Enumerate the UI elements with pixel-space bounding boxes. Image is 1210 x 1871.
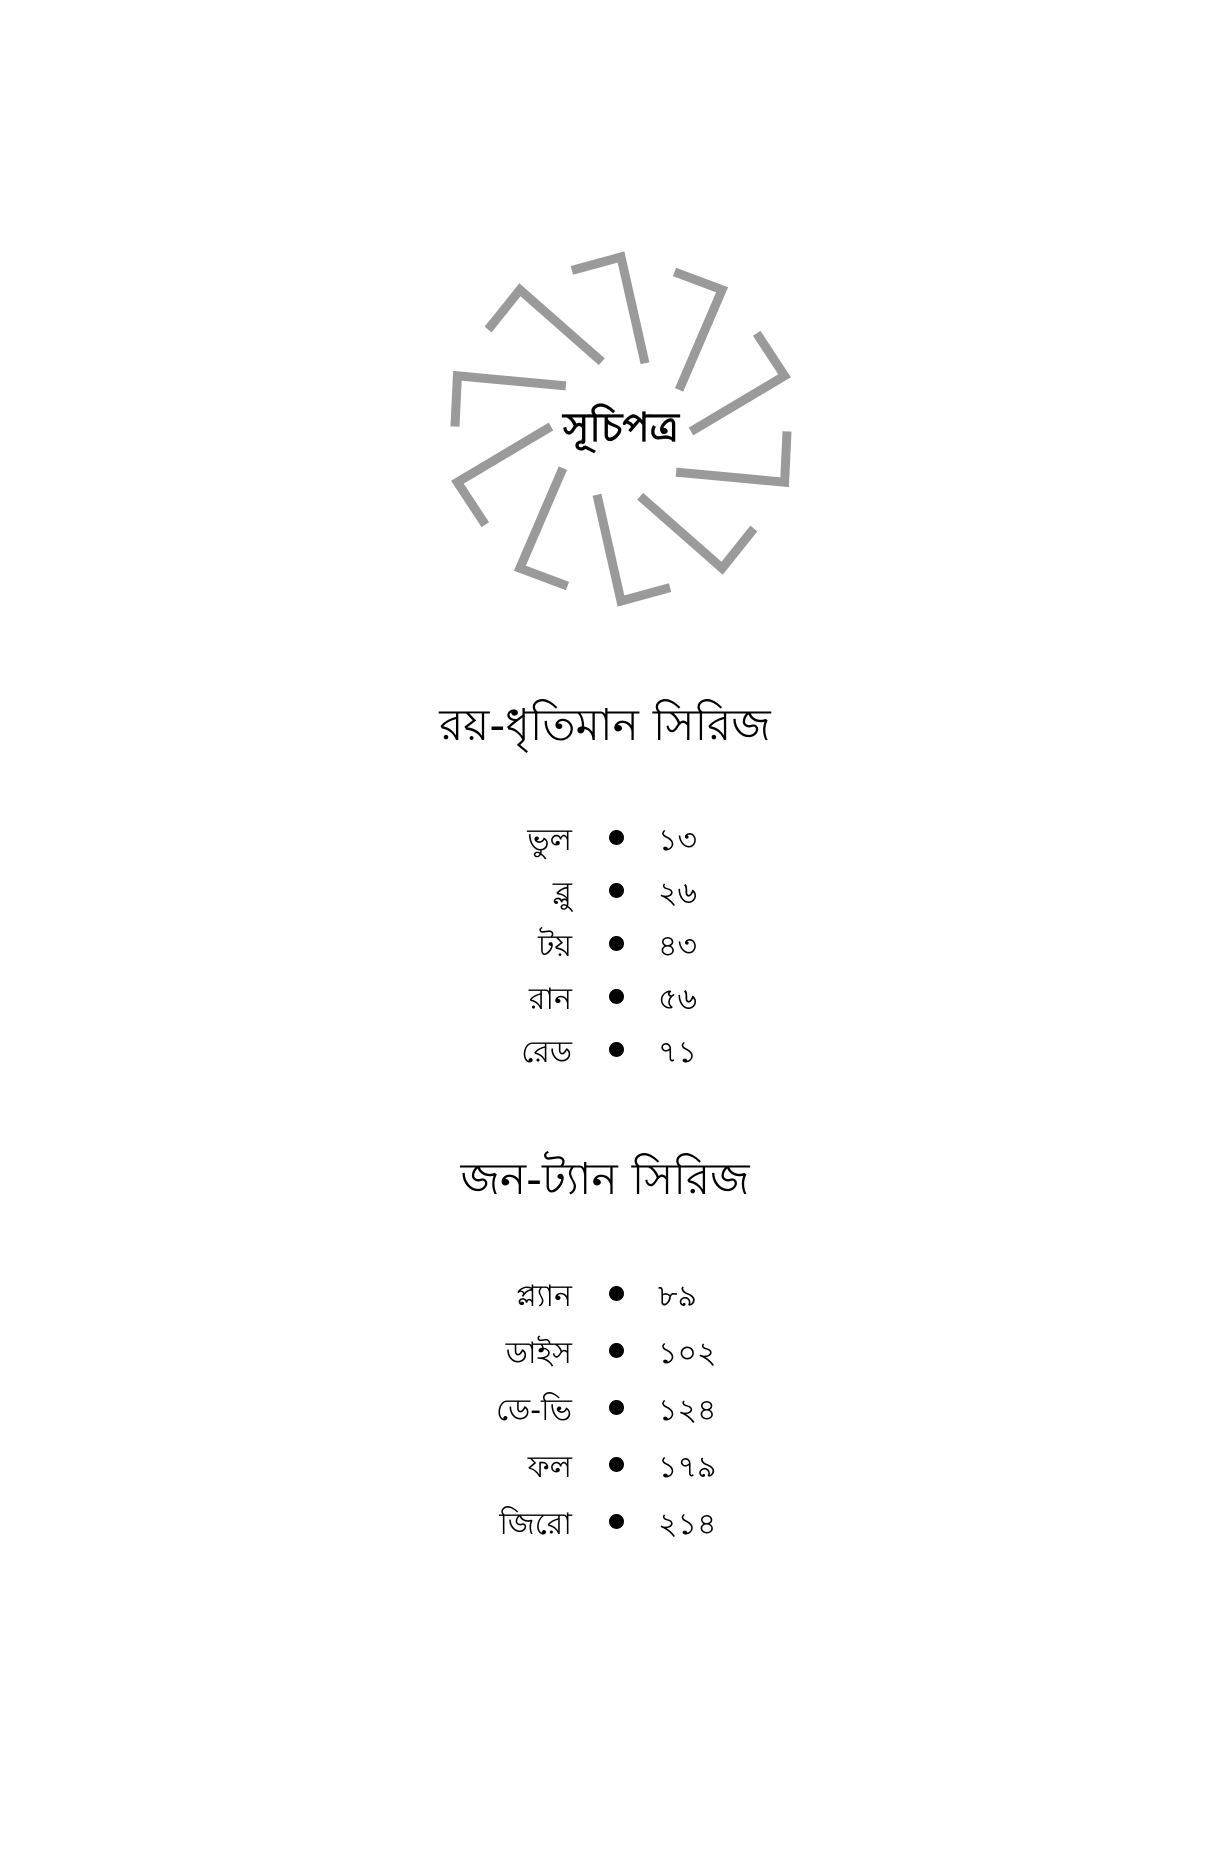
toc-entry[interactable] [0, 814, 1210, 867]
bullet-icon [609, 1400, 624, 1415]
contents-title: সূচিপত্র [563, 404, 679, 451]
toc-entry-title: টয় [537, 929, 572, 964]
toc-entry-page: ১৭৯ [658, 1450, 717, 1485]
bullet-icon [609, 1343, 624, 1358]
toc-entry-page: ৪৩ [658, 929, 697, 964]
toc-entry-title: ডাইস [505, 1336, 572, 1371]
toc-entry[interactable] [0, 1026, 1210, 1079]
bullet-icon [609, 936, 624, 951]
toc-entry-page: ২৬ [658, 876, 698, 911]
section-heading-john-tan: জন-ট্যান সিরিজ [460, 1154, 750, 1205]
toc-entry-title: ডে-ভি [495, 1393, 572, 1428]
toc-entry-title: প্ল্যান [516, 1279, 572, 1314]
toc-entry[interactable] [0, 973, 1210, 1026]
bullet-icon [609, 989, 624, 1004]
bullet-icon [609, 1286, 624, 1301]
toc-entry-page: ১৩ [658, 823, 697, 858]
toc-entry[interactable] [0, 1441, 1210, 1498]
bullet-icon [609, 1457, 624, 1472]
bullet-icon [609, 1514, 624, 1529]
toc-list-roy-dhritiman [0, 814, 1210, 1079]
toc-list-john-tan [0, 1270, 1210, 1555]
toc-entry[interactable] [0, 1327, 1210, 1384]
toc-entry[interactable] [0, 867, 1210, 920]
toc-entry-title: রেড [521, 1035, 572, 1070]
toc-entry-page: ৭১ [658, 1035, 697, 1070]
toc-entry-title: জিরো [499, 1507, 572, 1542]
toc-entry-page: ১২৪ [658, 1393, 717, 1428]
toc-entry[interactable] [0, 1498, 1210, 1555]
toc-entry-title: রান [528, 982, 572, 1017]
section-heading-roy-dhritiman: রয়-ধৃতিমান সিরিজ [439, 700, 771, 751]
toc-entry[interactable] [0, 1270, 1210, 1327]
toc-entry-page: ১০২ [658, 1336, 717, 1371]
toc-entry-title: ভুল [527, 823, 572, 858]
bullet-icon [609, 830, 624, 845]
contents-emblem [440, 240, 802, 618]
toc-entry[interactable] [0, 1384, 1210, 1441]
toc-entry-page: ৫৬ [658, 982, 697, 1017]
toc-entry-title: ফল [527, 1450, 572, 1485]
bullet-icon [609, 1042, 624, 1057]
bullet-icon [609, 883, 624, 898]
toc-entry-title: ব্লু [552, 876, 572, 911]
toc-entry-page: ৮৯ [658, 1279, 697, 1314]
toc-entry-page: ২১৪ [658, 1507, 717, 1542]
toc-entry[interactable] [0, 920, 1210, 973]
